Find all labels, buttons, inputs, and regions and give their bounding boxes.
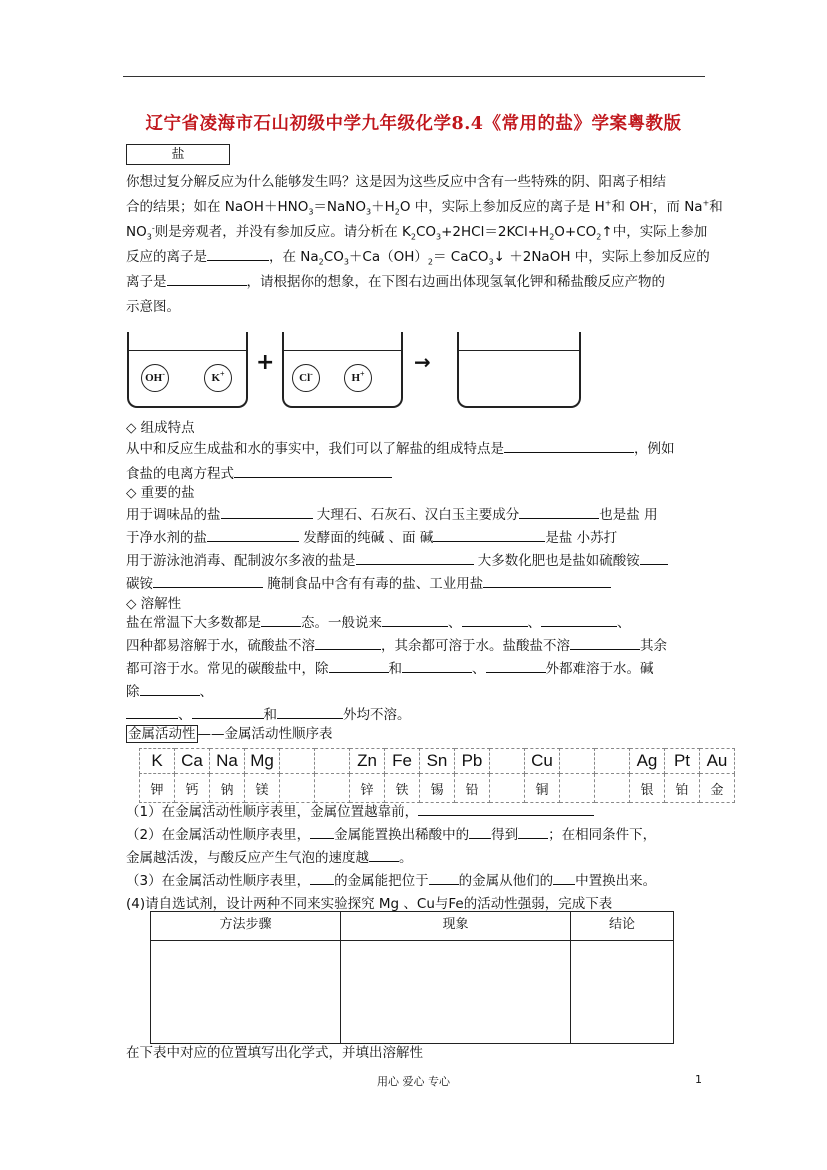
intro-line-3: $NO_3^-$则是旁观者，并没有参加反应。请分析在 $K_2CO_3+2HCl=2KCl+H_2O+CO_2↑$中，实际上参加	[126, 223, 708, 242]
beaker-middle	[282, 332, 403, 408]
metal-symbol-row: K Ca Na Mg Zn Fe Sn Pb Cu Ag Pt Au	[140, 749, 735, 774]
section-label: 盐	[126, 144, 230, 165]
beaker-left	[127, 332, 248, 408]
metal-activity-box: 金属活动性	[128, 726, 196, 742]
ion-h: H+	[344, 364, 372, 392]
metal-activity-heading: 金属活动性 ——金属活动性顺序表	[128, 726, 333, 742]
question-4: (4)请自选试剂，设计两种不同来实验探究 Mg 、Cu与Fe的活动性强弱，完成下表	[126, 896, 613, 912]
question-3: （3）在金属活动性顺序表里， 的金属能把位于 的金属从他们的 中置换出来。	[126, 870, 712, 893]
important-text: 用于调味品的盐 大理石、石灰石、汉白玉主要成分 也是盐 用 于净水剂的盐 发酵面的纯碱 、面 碱 是盐 小苏打 用于游泳池消毒、配制波尔多液的盐是 大多数化肥也是盐如硫酸铵 碳铵 腌制食品中含有有毒的盐、工业用盐	[126, 504, 712, 596]
activity-questions	[126, 801, 712, 916]
plus-sign: +	[256, 350, 275, 375]
intro-line-6: 示意图。	[126, 299, 180, 315]
important-heading: ◇ 重要的盐	[126, 485, 195, 501]
closing-instruction: 在下表中对应的位置填写出化学式，并填出溶解性	[126, 1045, 423, 1061]
intro-line-4: 反应的离子是 ，在 $Na_2CO_3+Ca(OH)_2=$ CaCO$_3$↓ ＋2NaOH 中，实际上参加反应的	[126, 245, 712, 270]
page-footer: 用心 爱心 专心	[377, 1075, 450, 1088]
experiment-table	[150, 911, 674, 1044]
experiment-header-row: 方法步骤 现象 结论	[151, 912, 674, 941]
question-2-cont: 金属越活泼，与酸反应产生气泡的速度越 。	[126, 847, 712, 870]
composition-heading: ◇ 组成特点	[126, 420, 195, 436]
composition-text: 从中和反应生成盐和水的事实中，我们可以了解盐的组成特点是 ，例如 食盐的电离方程式	[126, 437, 712, 487]
metal-activity-table	[139, 748, 735, 803]
intro-line-1: 你想过复分解反应为什么能够发生吗？这是因为这些反应中含有一些特殊的阴、阳离子相结	[126, 174, 666, 190]
reaction-arrow: →	[414, 350, 431, 374]
intro-line-2: 合的结果；如在 $NaOH+HNO_3=NaNO_3+H_2O$ 中，实际上参加反应的离子是 H+和 OH-，而 Na+和	[126, 198, 723, 217]
page-number: 1	[695, 1073, 702, 1086]
ion-oh: OH-	[141, 364, 169, 392]
solubility-text: 盐在常温下大多数都是 态。一般说来 、 、 、 四种都易溶解于水，硫酸盐不溶 ，其余都可溶于水。盐酸盐不溶 其余 都可溶于水。常见的碳酸盐中，除 和 、 外都难溶于水。碱 除 、 、 和 外均不溶。	[126, 612, 712, 727]
ion-cl: Cl-	[292, 364, 320, 392]
experiment-body-row	[151, 941, 674, 1044]
question-1: （1）在金属活动性顺序表里，金属位置越靠前，	[126, 801, 712, 824]
metal-name-row: 钾 钙 钠 镁 锌 铁 锡 铅 铜 银 铂 金	[140, 774, 735, 803]
intro-paragraph	[126, 170, 723, 320]
solubility-heading: ◇ 溶解性	[126, 596, 182, 612]
beaker-right	[457, 332, 581, 408]
intro-line-5: 离子是 ，请根据你的想象，在下图右边画出体现氢氧化钾和稀盐酸反应产物的	[126, 270, 712, 295]
ion-k: K+	[204, 364, 232, 392]
question-2: （2）在金属活动性顺序表里， 金属能置换出稀酸中的 得到 ；在相同条件下，	[126, 824, 712, 847]
top-rule	[123, 76, 705, 77]
page-title: 辽宁省凌海市石山初级中学九年级化学8.4《常用的盐》学案粤教版	[145, 114, 682, 134]
